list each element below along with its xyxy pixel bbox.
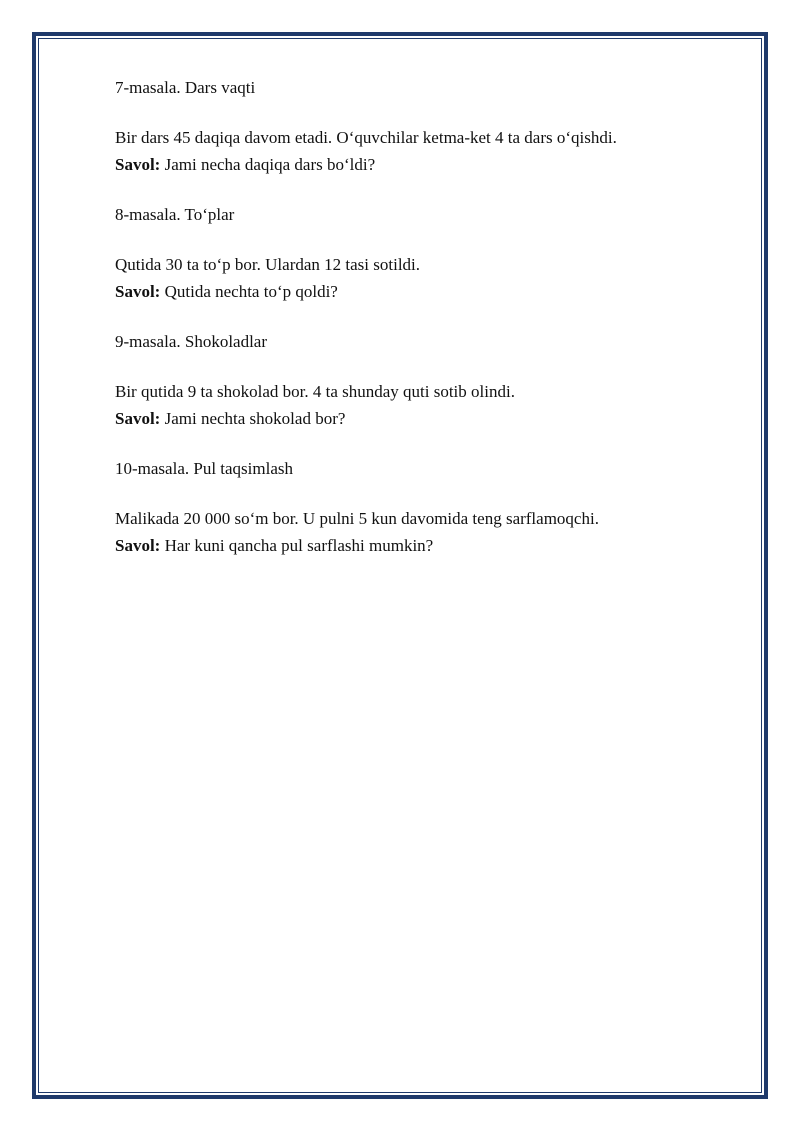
problem-7 bbox=[115, 74, 715, 178]
problem-8 bbox=[115, 201, 715, 305]
question-label: Savol: bbox=[115, 282, 161, 301]
question-text: Jami necha daqiqa dars bo‘ldi? bbox=[160, 155, 376, 174]
question-text: Har kuni qancha pul sarflashi mumkin? bbox=[160, 536, 434, 555]
problem-text: Bir dars 45 daqiqa davom etadi. O‘quvchilar ketma-ket 4 ta dars o‘qishdi. bbox=[115, 128, 617, 147]
problem-question bbox=[115, 405, 715, 432]
problem-text: Qutida 30 ta to‘p bor. Ulardan 12 tasi sotildi. bbox=[115, 255, 421, 274]
problem-text: Bir qutida 9 ta shokolad bor. 4 ta shunday quti sotib olindi. bbox=[115, 382, 515, 401]
question-label: Savol: bbox=[115, 409, 161, 428]
problem-title: 9-masala. Shokoladlar bbox=[115, 332, 268, 351]
problem-9 bbox=[115, 328, 715, 432]
problem-text: Malikada 20 000 so‘m bor. U pulni 5 kun davomida teng sarflamoqchi. bbox=[115, 509, 599, 528]
problem-title: 8-masala. To‘plar bbox=[115, 205, 235, 224]
question-text: Jami nechta shokolad bor? bbox=[160, 409, 346, 428]
question-label: Savol: bbox=[115, 536, 161, 555]
document-content bbox=[115, 74, 715, 582]
problem-title: 7-masala. Dars vaqti bbox=[115, 78, 256, 97]
question-label: Savol: bbox=[115, 155, 161, 174]
question-text: Qutida nechta to‘p qoldi? bbox=[160, 282, 338, 301]
problem-question bbox=[115, 278, 715, 305]
problem-question bbox=[115, 151, 715, 178]
problem-10 bbox=[115, 455, 715, 559]
problem-title: 10-masala. Pul taqsimlash bbox=[115, 459, 294, 478]
problem-question bbox=[115, 532, 715, 559]
